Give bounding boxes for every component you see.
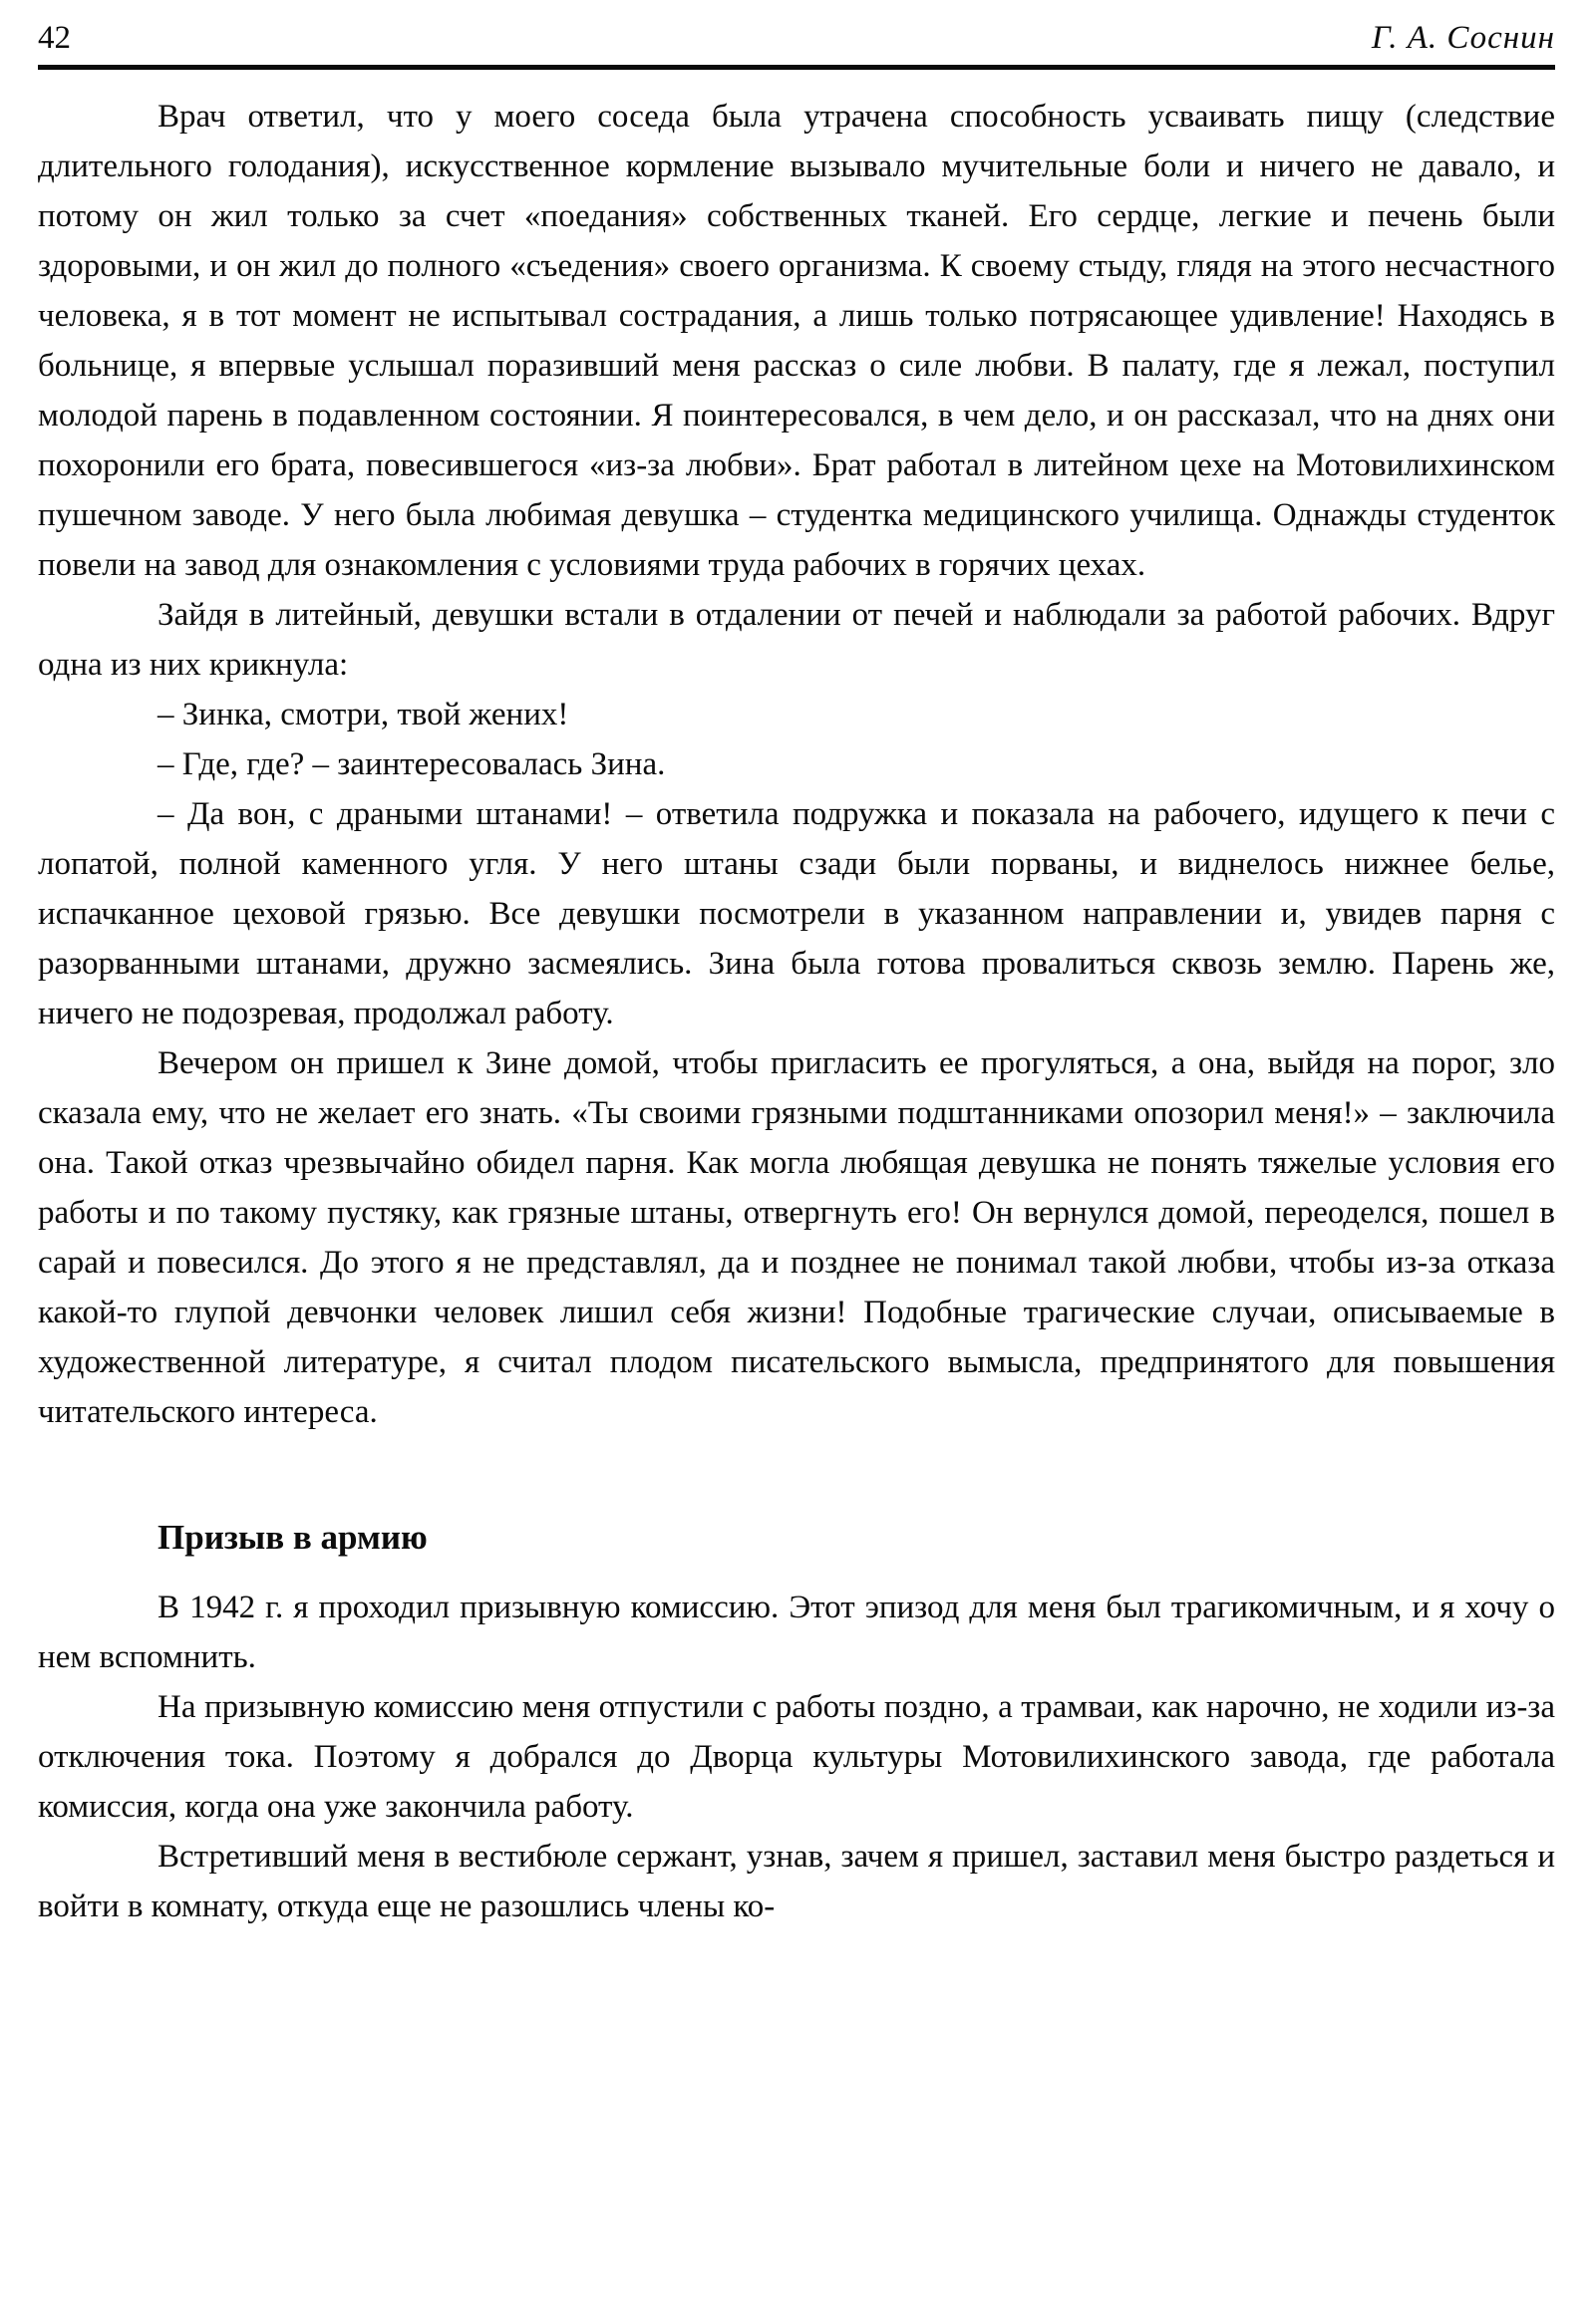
- paragraph: Встретивший меня в вестибюле сержант, узнав, зачем я пришел, заставил меня быстро раздеться и войти в комнату, откуда еще не разошлись члены ко-: [38, 1839, 1555, 1924]
- paragraph: – Да вон, с драными штанами! – ответила подружка и показала на рабочего, идущего к печи с лопатой, полной каменного угля. У него штаны сзади были порваны, и виднелось нижнее белье, испачканное цеховой грязью. Все девушки посмотрели в указанном направлении и, увидев парня с разорванными штанами, дружно засмеялись. Зина была готова провалиться сквозь землю. Парень же, ничего не подозревая, продолжал работу.: [38, 796, 1555, 1031]
- page-header: [38, 18, 1555, 58]
- paragraph: На призывную комиссию меня отпустили с работы поздно, а трамваи, как нарочно, не ходили из-за отключения тока. Поэтому я добрался до Дворца культуры Мотовилихинского завода, где работала комиссия, когда она уже закончила работу.: [38, 1689, 1555, 1825]
- page-number: 42: [38, 20, 71, 56]
- paragraph: Врач ответил, что у моего соседа была утрачена способность усваивать пищу (следствие длительного голодания), искусственное кормление вызывало мучительные боли и ничего не давало, и потому он жил только за счет «поедания» собственных тканей. Его сердце, легкие и печень были здоровыми, и он жил до полного «съедения» своего организма. К своему стыду, глядя на этого несчастного человека, я в тот момент не испытывал сострадания, а лишь только потрясающее удивление! Находясь в больнице, я впервые услышал поразивший меня рассказ о силе любви. В палату, где я лежал, поступил молодой парень в подавленном состоянии. Я поинтересовался, в чем дело, и он рассказал, что на днях они похоронили его брата, повесившегося «из-за любви». Брат работал в литейном цехе на Мотовилихинском пушечном заводе. У него была любимая девушка – студентка медицинского училища. Однажды студенток повели на завод для ознакомления с условиями труда рабочих в горячих цехах.: [38, 99, 1555, 583]
- section-heading: Призыв в армию: [158, 1518, 428, 1557]
- running-head-author: Г. А. Соснин: [1371, 20, 1555, 56]
- paragraph: В 1942 г. я проходил призывную комиссию. Этот эпизод для меня был трагикомичным, и я хочу о нем вспомнить.: [38, 1590, 1555, 1675]
- header-rule: [38, 65, 1555, 70]
- dialogue-line: – Где, где? – заинтересовалась Зина.: [158, 746, 666, 782]
- body-text: [38, 92, 1555, 1931]
- dialogue-line: – Зинка, смотри, твой жених!: [158, 697, 569, 732]
- paragraph: Вечером он пришел к Зине домой, чтобы пригласить ее прогуляться, а она, выйдя на порог, зло сказала ему, что не желает его знать. «Ты своими грязными подштанниками опозорил меня!» – заключила она. Такой отказ чрезвычайно обидел парня. Как могла любящая девушка не понять тяжелые условия его работы и по такому пустяку, как грязные штаны, отвергнуть его! Он вернулся домой, переоделся, пошел в сарай и повесился. До этого я не представлял, да и позднее не понимал такой любви, чтобы из-за отказа какой-то глупой девчонки человек лишил себя жизни! Подобные трагические случаи, описываемые в художественной литературе, я считал плодом писательского вымысла, предпринятого для повышения читательского интереса.: [38, 1045, 1555, 1430]
- paragraph: Зайдя в литейный, девушки встали в отдалении от печей и наблюдали за работой рабочих. Вдруг одна из них крикнула:: [38, 597, 1555, 683]
